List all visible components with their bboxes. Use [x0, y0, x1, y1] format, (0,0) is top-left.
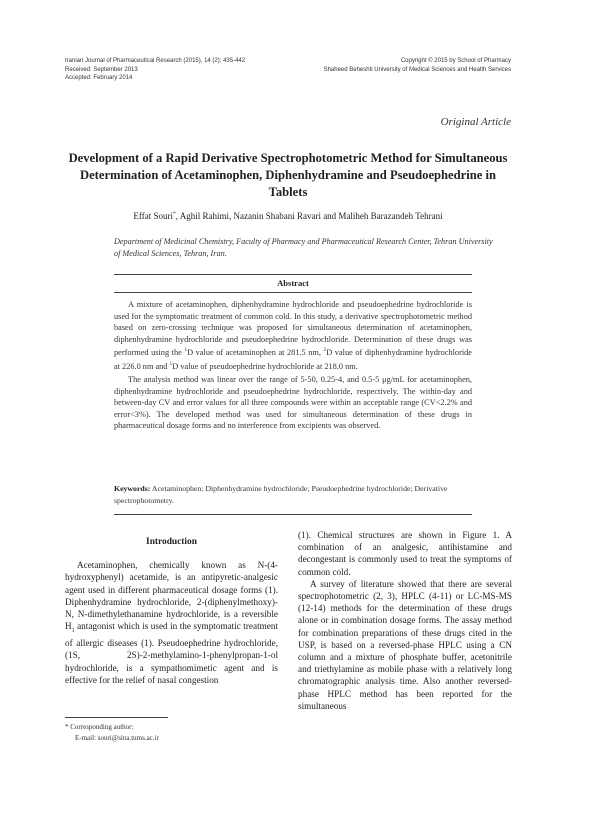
paper-title: Development of a Rapid Derivative Spectrophotometric Method for Simultaneous Determination of Acetaminophen, Diphenhydramine and Pseudoephedrine in Tablets [68, 151, 508, 199]
keywords-label: Keywords: [114, 484, 151, 493]
received-date: Received: September 2013 [65, 66, 138, 73]
right-column [298, 529, 512, 712]
affiliation: Department of Medicinal Chemistry, Faculty of Pharmacy and Pharmaceutical Research Center, Tehran University of Medical Sciences, Tehran, Iran. [114, 237, 493, 258]
abstract-paragraph-1: A mixture of acetaminophen, diphenhydramine hydrochloride and pseudoephedrine hydrochloride is used for the symptomatic treatment of common cold. In this study, a derivative spectrophotometric method based on zero-crossing technique was proposed for simultaneous determination of acetaminophen, diphenhydramine hydrochloride and pseudoephedrine hydrochloride. Determination of these drugs was performed using the $^1$D value of acetaminophen at 281.5 nm, $^2$D value of diphenhydramine hydrochloride at 226.0 nm and $^1$D value of pseudoephedrine hydrochloride at 218.0 nm. [114, 300, 472, 371]
footnote-rule [65, 717, 168, 718]
journal-citation: Iranian Journal of Pharmaceutical Research (2015), 14 (2): 435-442 [65, 58, 246, 64]
keywords-text: Acetaminophen; Diphenhydramine hydrochloride; Pseudoephedrine hydrochloride; Derivative spectrophotometry. [114, 484, 448, 505]
corresponding-mark: * [172, 211, 176, 217]
journal-header-left [65, 57, 245, 83]
article-type-label: Original Article [440, 116, 511, 128]
abstract-heading-rule [114, 292, 472, 293]
introduction-heading: Introduction [146, 537, 197, 547]
keywords [114, 483, 472, 506]
copyright-line: Copyright © 2015 by School of Pharmacy [400, 58, 511, 64]
abstract-body [114, 299, 472, 434]
author-list [65, 211, 511, 221]
left-column [65, 536, 278, 686]
abstract-paragraph-2: The analysis method was linear over the range of 5-50, 0.25-4, and 0.5-5 μg/mL for acetaminophen, diphenhydramine hydrochloride and pseudoephedrine hydrochloride, respectively. The within-day and between-day CV and error values for all three compounds were within an acceptable range (CV<2.2% and error<3%). The developed method was used for simultaneous determination of these drugs in pharmaceutical dosage forms and no interference from excipients was observed. [114, 375, 472, 431]
corresponding-author-note: * Corresponding author: [65, 723, 134, 731]
email-address[interactable]: E-mail: souri@sina.tums.ac.ir [75, 734, 159, 742]
keywords-bottom-rule [114, 514, 472, 515]
intro-paragraph-1-cont: (1). Chemical structures are shown in Figure 1. A combination of an analgesic, antihistamine and decongestant is commonly used to treat the symptoms of common cold. [298, 530, 512, 577]
author-first: Effat Souri [133, 211, 173, 221]
intro-paragraph-2: A survey of literature showed that there are several spectrophotometric (2, 3), HPLC (4-11) or LC-MS-MS (12-14) methods for the determination of these drugs alone or in combination dosage forms. The assay method for combination preparations of these drugs cited in the USP, is based on a reversed-phase HPLC using a CN column and a mixture of phosphate buffer, acetonitrile and triethylamine as mobile phase with a relatively long chromatographic analysis time. Also another reversed-phase HPLC method has been reported for the simultaneous [298, 578, 512, 711]
footnote [65, 722, 159, 744]
institution-line: Shaheed Beheshti University of Medical Sciences and Health Services [323, 66, 511, 73]
accepted-date: Accepted: February 2014 [65, 75, 133, 81]
abstract-top-rule [114, 274, 472, 275]
intro-paragraph-1: Acetaminophen, chemically known as N-(4-hydroxyphenyl) acetamide, is an antipyretic-analgesic agent used in different pharmaceutical dosage forms (1). Diphenhydramine hydrochloride, 2-(diphenylmethoxy)-N, N-dimethylethanamine hydrochloride, is a reversible $H_1$ antagonist which is used in the symptomatic treatment of allergic diseases (1). Pseudoephedrine hydrochloride, (1S, 2S)-2-methylamino-1-phenylpropan-1-ol hydrochloride, is a sympathomimetic agent and is effective for the relief of nasal congestion [65, 560, 278, 685]
author-rest: , Aghil Rahimi, Nazanin Shabani Ravari and Maliheh Barazandeh Tehrani [175, 211, 443, 221]
journal-header-right [324, 57, 511, 74]
abstract-heading: Abstract [277, 278, 309, 288]
